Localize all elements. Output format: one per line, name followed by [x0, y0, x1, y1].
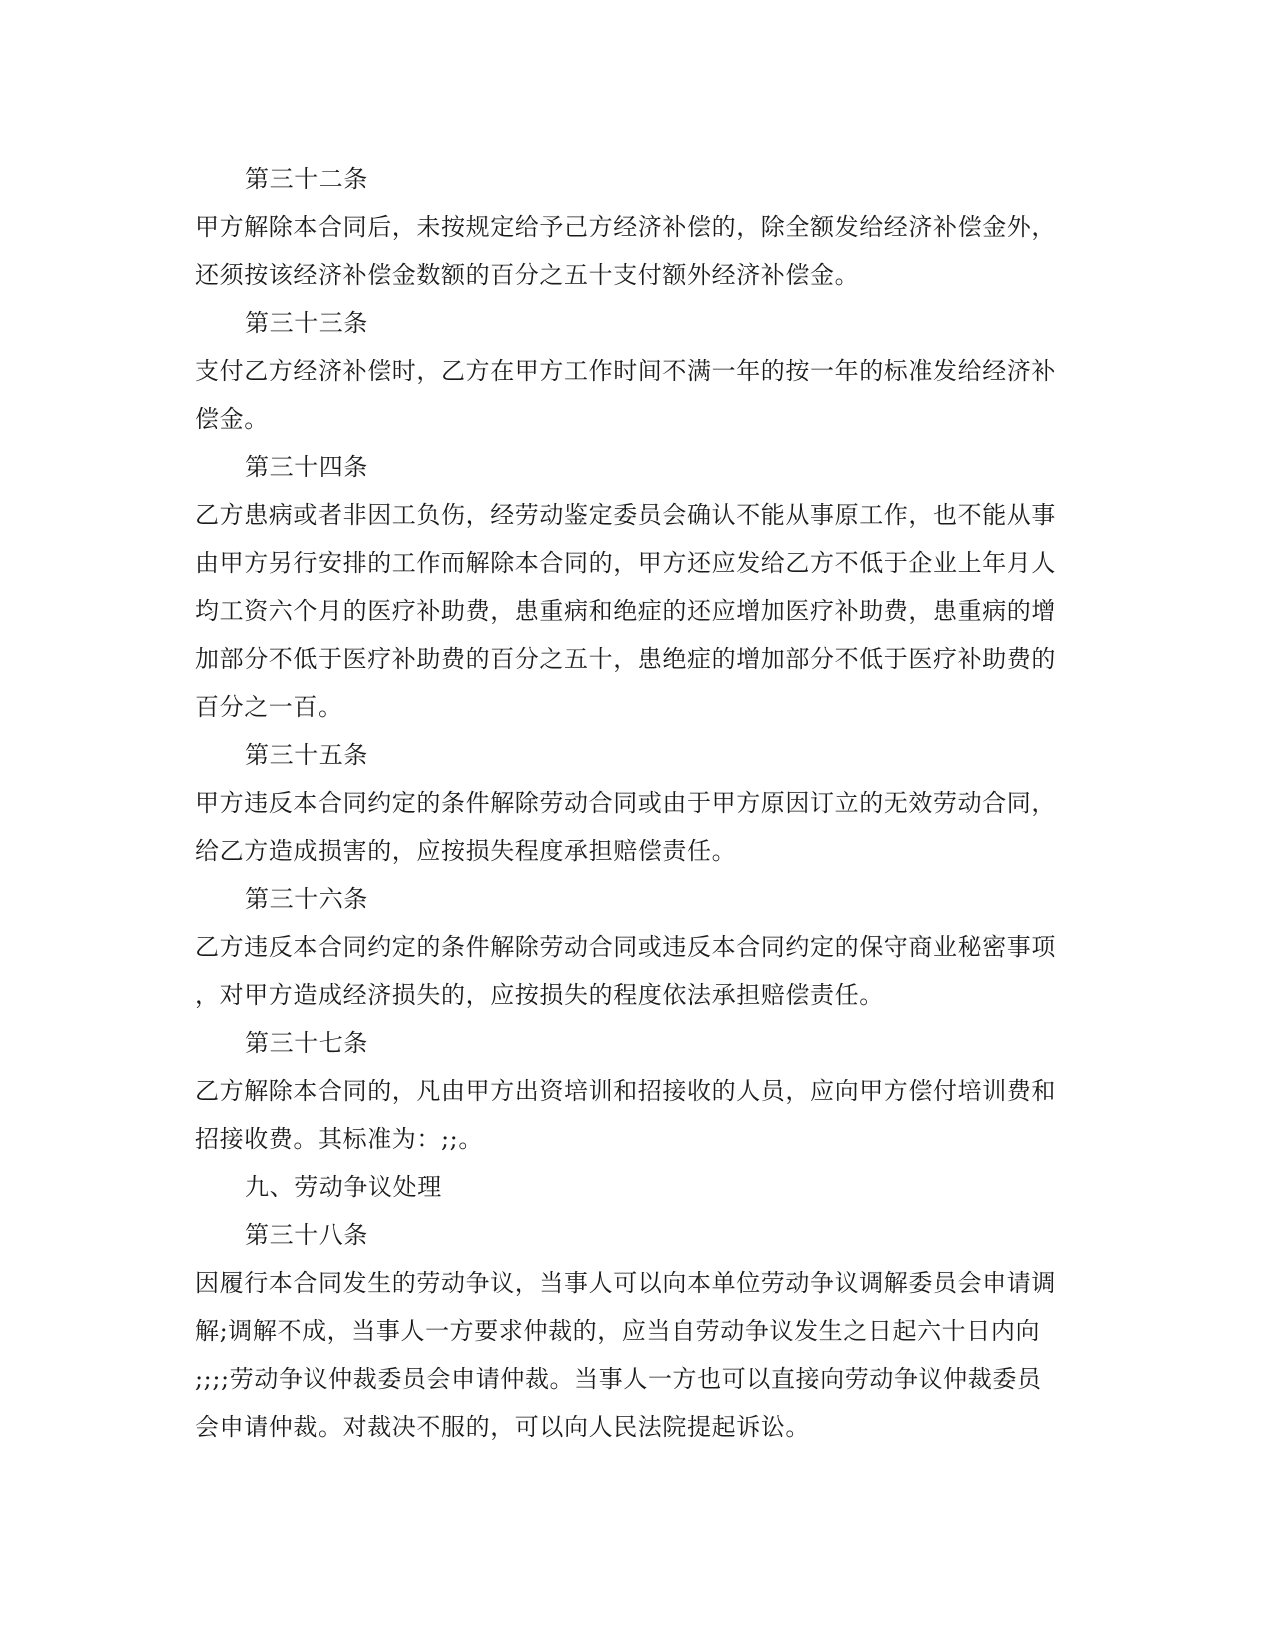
paragraph-line: 还须按该经济补偿金数额的百分之五十支付额外经济补偿金。: [195, 261, 860, 289]
section-heading: 九、劳动争议处理: [245, 1173, 442, 1201]
paragraph-line: 解;调解不成，当事人一方要求仲裁的，应当自劳动争议发生之日起六十日内向: [195, 1317, 1041, 1345]
paragraph-line: 由甲方另行安排的工作而解除本合同的，甲方还应发给乙方不低于企业上年月人: [195, 549, 1056, 577]
paragraph-line: 会申请仲裁。对裁决不服的，可以向人民法院提起诉讼。: [195, 1413, 810, 1441]
article-heading: 第三十四条: [245, 453, 368, 481]
paragraph-line: 乙方患病或者非因工负伤，经劳动鉴定委员会确认不能从事原工作，也不能从事: [195, 501, 1056, 529]
article-heading: 第三十二条: [245, 165, 368, 193]
paragraph-line: 招接收费。其标准为：;;。: [195, 1125, 483, 1153]
paragraph-line: ;;;;劳动争议仲裁委员会申请仲裁。当事人一方也可以直接向劳动争议仲裁委员: [195, 1365, 1042, 1393]
paragraph-line: 加部分不低于医疗补助费的百分之五十，患绝症的增加部分不低于医疗补助费的: [195, 645, 1056, 673]
paragraph-line: 因履行本合同发生的劳动争议，当事人可以向本单位劳动争议调解委员会申请调: [195, 1269, 1056, 1297]
paragraph-line: 支付乙方经济补偿时，乙方在甲方工作时间不满一年的按一年的标准发给经济补: [195, 357, 1056, 385]
paragraph-line: 偿金。: [195, 405, 269, 433]
article-heading: 第三十六条: [245, 885, 368, 913]
paragraph-line: 百分之一百。: [195, 693, 343, 721]
paragraph-line: ，对甲方造成经济损失的，应按损失的程度依法承担赔偿责任。: [195, 981, 884, 1009]
article-heading: 第三十七条: [245, 1029, 368, 1057]
article-heading: 第三十五条: [245, 741, 368, 769]
document-body: [195, 155, 1075, 1451]
paragraph-line: 均工资六个月的医疗补助费，患重病和绝症的还应增加医疗补助费，患重病的增: [195, 597, 1056, 625]
paragraph-line: 甲方解除本合同后，未按规定给予己方经济补偿的，除全额发给经济补偿金外，: [195, 213, 1056, 241]
article-heading: 第三十八条: [245, 1221, 368, 1249]
paragraph-line: 乙方解除本合同的，凡由甲方出资培训和招接收的人员，应向甲方偿付培训费和: [195, 1077, 1056, 1105]
paragraph-line: 给乙方造成损害的，应按损失程度承担赔偿责任。: [195, 837, 737, 865]
paragraph-line: 甲方违反本合同约定的条件解除劳动合同或由于甲方原因订立的无效劳动合同，: [195, 789, 1056, 817]
paragraph-line: 乙方违反本合同约定的条件解除劳动合同或违反本合同约定的保守商业秘密事项: [195, 933, 1056, 961]
article-heading: 第三十三条: [245, 309, 368, 337]
